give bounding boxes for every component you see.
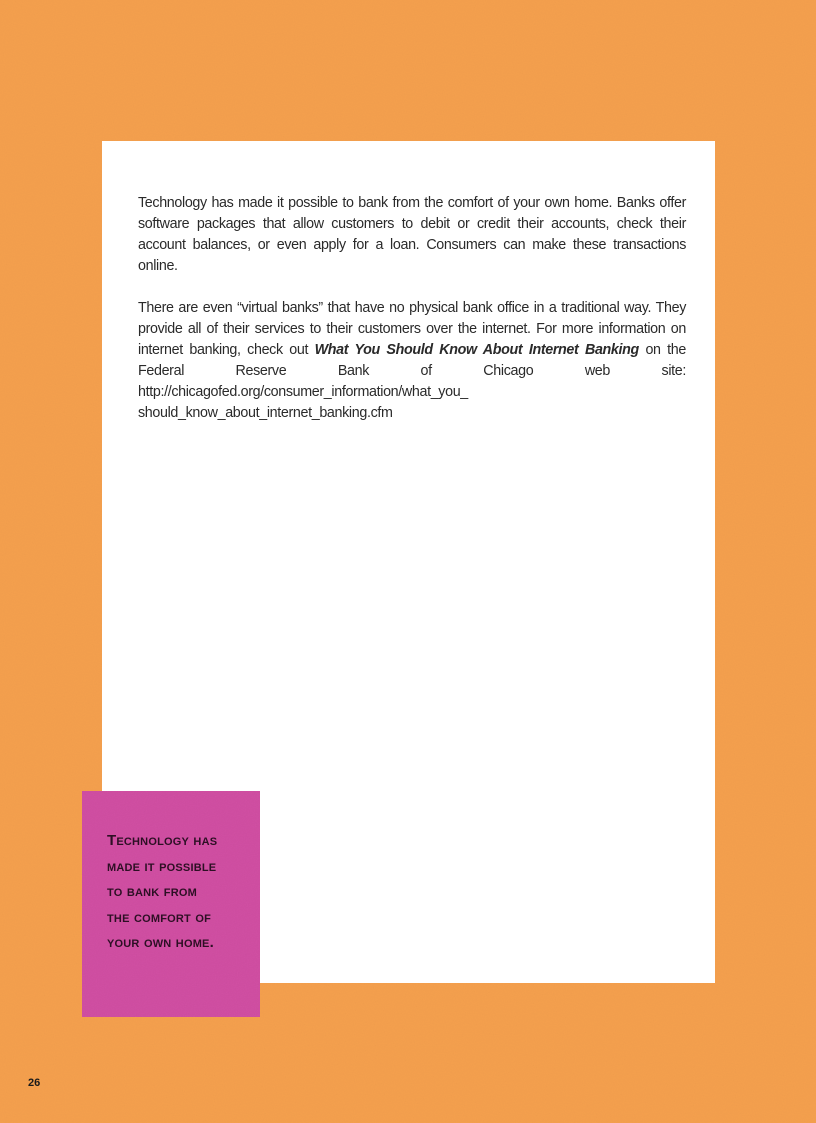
pull-quote-line: your own home. xyxy=(107,934,214,952)
pull-quote-line: the comfort of xyxy=(107,908,212,926)
paragraph-online-banking: Technology has made it possible to bank from the comfort of your own home. Banks offer software packages that allow customers to debit or credit their accounts, check their account balances, or even apply for a loan. Consumers can make these transactions online. xyxy=(138,195,686,274)
resource-title: What You Should Know About Internet Banking xyxy=(314,342,639,358)
pull-quote-line: made it possible xyxy=(107,857,217,875)
article-body xyxy=(138,193,686,445)
pull-quote-line: Technology has xyxy=(107,832,218,849)
page-number: 26 xyxy=(28,1077,41,1089)
paragraph-virtual-banks-intro: There are even “virtual banks” that have no physical bank office in a traditional way. They provide all of their services to their customers over the internet. For more information on internet banking, check out xyxy=(138,300,686,358)
pull-quote-line: to bank from xyxy=(107,883,197,901)
resource-url-text: on the Federal Reserve Bank of Chicago web site: http://chicagofed.org/consumer_information/what_you_ should_know_about_internet_banking.cfm xyxy=(138,342,686,421)
paragraph-virtual-banks xyxy=(138,298,686,424)
pull-quote xyxy=(107,828,267,956)
